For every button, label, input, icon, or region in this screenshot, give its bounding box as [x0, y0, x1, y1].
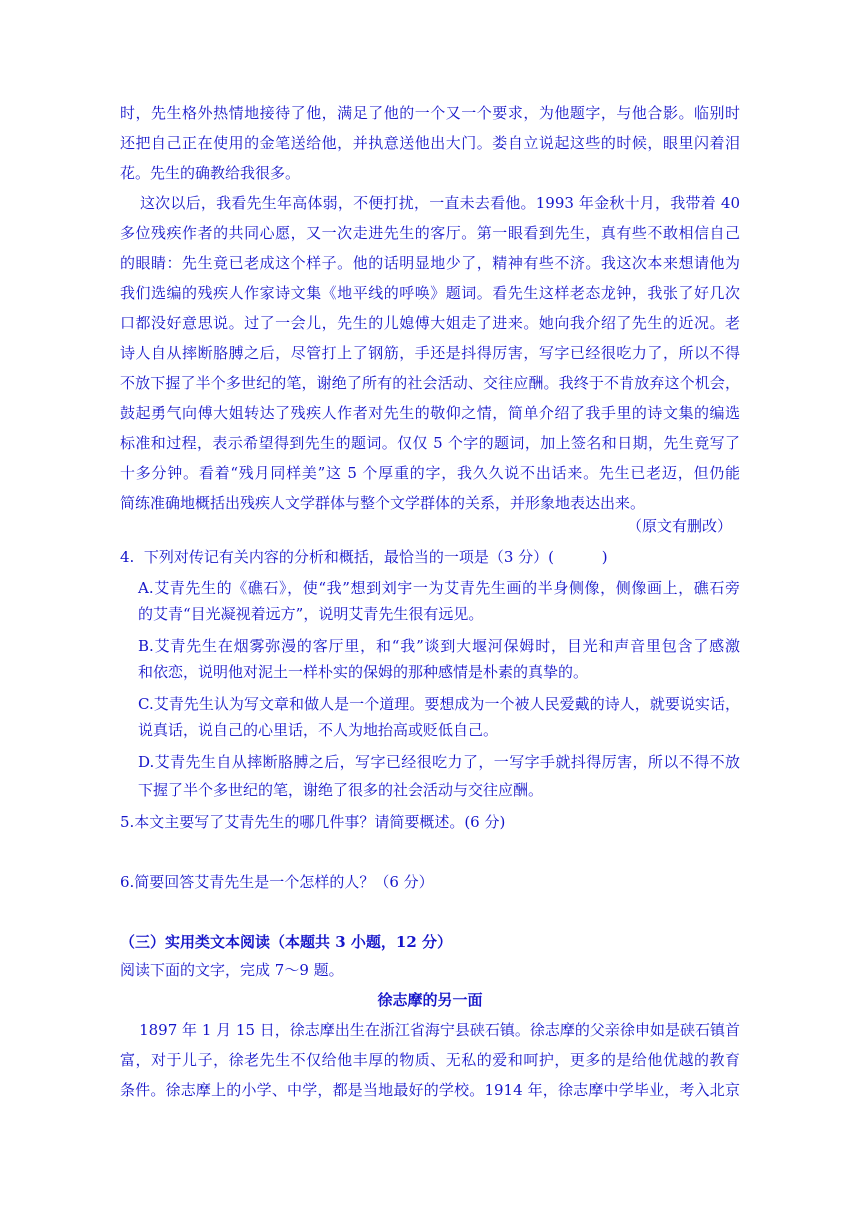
passage-line: 花。先生的确教给我很多。: [120, 164, 301, 182]
passage-line: 还把自己正在使用的金笔送给他，并执意送他出大门。娄自立说起这些的时候，眼里闪着泪: [120, 134, 740, 152]
question-6: 6.简要回答艾青先生是一个怎样的人？（6 分）: [120, 873, 434, 891]
passage-line: 这次以后，我看先生年高体弱，不便打扰，一直未去看他。1993 年金秋十月，我带着 40: [120, 194, 740, 212]
passage-line: 多位残疾作者的共同心愿，又一次走进先生的客厅。第一眼看到先生，真有些不敢相信自己: [120, 224, 740, 242]
option-b-line: B.艾青先生在烟雾弥漫的客厅里，和“我”谈到大堰河保姆时，目光和声音里包含了感激: [138, 637, 740, 655]
passage-line: 诗人自从摔断胳膊之后，尽管打上了钢筋，手还是抖得厉害，写字已经很吃力了，所以不得: [120, 344, 740, 362]
option-a-line: 的艾青“目光凝视着远方”，说明艾青先生很有远见。: [138, 605, 484, 623]
passage-line: 标准和过程，表示希望得到先生的题词。仅仅 5 个字的题词，加上签名和日期，先生竟写了: [120, 434, 740, 452]
article-line: 富，对于儿子，徐老先生不仅给他丰厚的物质、无私的爱和呵护，更多的是给他优越的教育: [120, 1051, 740, 1069]
passage-line: 时，先生格外热情地接待了他，满足了他的一个又一个要求，为他题字，与他合影。临别时: [120, 104, 740, 122]
passage-line: 鼓起勇气向傅大姐转达了残疾人作者对先生的敬仰之情，简单介绍了我手里的诗文集的编选: [120, 404, 740, 422]
passage-line: 口都没好意思说。过了一会儿，先生的儿媳傅大姐走了进来。她向我介绍了先生的近况。老: [120, 314, 740, 332]
option-d-line: D.艾青先生自从摔断胳膊之后，写字已经很吃力了，一写字手就抖得厉害，所以不得不放: [138, 753, 740, 771]
option-b-line: 和依恋，说明他对泥土一样朴实的保姆的那种感情是朴素的真挚的。: [138, 663, 589, 681]
option-a-line: A.艾青先生的《礁石》，使“我”想到刘宇一为艾青先生画的半身侧像，侧像画上，礁石旁: [138, 579, 740, 597]
passage-line: 不放下握了半个多世纪的笔，谢绝了所有的社会活动、交往应酬。我终于不肯放弃这个机会，: [120, 374, 740, 392]
section-heading: （三）实用类文本阅读（本题共 3 小题，12 分）: [120, 933, 452, 951]
passage-line: 十多分钟。看着“残月同样美”这 5 个厚重的字，我久久说不出话来。先生已老迈，但仍能: [120, 464, 740, 482]
article-line: 1897 年 1 月 15 日，徐志摩出生在浙江省海宁县硖石镇。徐志摩的父亲徐申如是硖石镇首: [120, 1021, 740, 1039]
question-5: 5.本文主要写了艾青先生的哪几件事？请简要概述。(6 分): [120, 813, 506, 831]
option-d-line: 下握了半个多世纪的笔，谢绝了很多的社会活动与交往应酬。: [138, 781, 544, 799]
passage-line: 我们选编的残疾人作家诗文集《地平线的呼唤》题词。看先生这样老态龙钟，我张了好几次: [120, 284, 740, 302]
source-note: （原文有删改）: [626, 517, 732, 535]
option-c-line: 说真话，说自己的心里话，不人为地抬高或贬低自己。: [138, 721, 499, 739]
passage-line: 简练准确地概括出残疾人文学群体与整个文学群体的关系，并形象地表达出来。: [120, 494, 646, 512]
question-4-stem: 4. 下列对传记有关内容的分析和概括，最恰当的一项是（3 分）( ): [120, 548, 608, 566]
article-title: 徐志摩的另一面: [377, 991, 483, 1009]
article-line: 条件。徐志摩上的小学、中学，都是当地最好的学校。1914 年，徐志摩中学毕业，考入北京: [120, 1081, 740, 1099]
option-c-line: C.艾青先生认为写文章和做人是一个道理。要想成为一个被人民爱戴的诗人，就要说实话，: [138, 695, 740, 713]
section-instruction: 阅读下面的文字，完成 7～9 题。: [120, 961, 344, 979]
passage-line: 的眼睛：先生竟已老成这个样子。他的话明显地少了，精神有些不济。我这次本来想请他为: [120, 254, 740, 272]
